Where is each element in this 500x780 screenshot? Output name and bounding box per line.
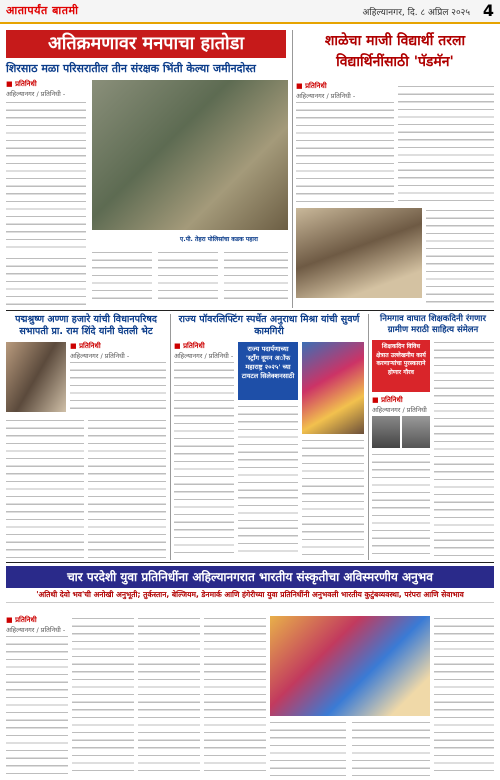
story2-column-1 <box>296 100 394 205</box>
story1-column-5 <box>6 256 86 306</box>
row-divider-2 <box>6 562 494 563</box>
story6-column-3 <box>138 616 200 776</box>
story3-byline: ■ प्रतिनिधी <box>70 342 166 351</box>
story3-column-2 <box>6 418 84 558</box>
story4-byline: ■ प्रतिनिधी <box>174 342 234 351</box>
story5-inset <box>372 340 430 392</box>
row-divider-1 <box>6 310 494 311</box>
story5-inset-text: शिक्षकदिन विविध क्षेत्रात उल्लेखनीय कार्य करणाऱ्यांचा पुरस्काराने होणार गौरव <box>376 343 426 376</box>
story6-subhead: 'अतिथी देवो भव'ची अनोखी अनुभूती; तुर्कस्तान, बेल्जियम, डेनमार्क आणि हंगेरीच्या युवा प्रतिनिधींनी अनुभवली भारतीय कुटुंबव्यवस्था, परंपरा आणि सेवाभाव <box>6 590 494 603</box>
story1-subhead: शिरसाठ मळा परिसरातील तीन संरक्षक भिंती केल्या जमीनदोस्त <box>6 62 256 75</box>
story5-portrait-1 <box>372 416 400 448</box>
column-divider <box>292 30 293 308</box>
story5-place: अहिल्यानगर / प्रतिनिधी <box>372 406 427 414</box>
story2-headline-line2: विद्यार्थिनींसाठी 'पॅडमॅन' <box>336 54 454 70</box>
story6-byline-block <box>6 616 68 636</box>
story1-photo <box>92 80 288 230</box>
story3-column-1 <box>70 360 166 412</box>
story2-byline-block <box>296 82 394 102</box>
story4-column-2 <box>238 404 298 558</box>
story5-portrait-2 <box>402 416 430 448</box>
newspaper-brand: आतापर्यंत बातमी <box>6 4 79 17</box>
story4-inset <box>238 342 298 400</box>
issue-date: अहिल्यानगर, दि. ८ अप्रिल २०२५ <box>362 8 470 18</box>
story1-place: अहिल्यानगर / प्रतिनिधी - <box>6 90 66 98</box>
page-number: 4 <box>482 1 494 20</box>
story6-column-5 <box>270 720 346 776</box>
story6-place: अहिल्यानगर / प्रतिनिधी - <box>6 626 66 634</box>
story4-column-1 <box>174 360 234 558</box>
story6-column-2 <box>72 616 134 776</box>
story2-photo <box>296 208 422 298</box>
story4-column-3 <box>302 438 364 558</box>
story1-byline-block <box>6 80 86 100</box>
story4-inset-text: राज्य पदार्पणाच्या 'स्ट्रॉंग वूमन अॉफ महाराष्ट्र २०२५' च्या टायटल सिलेक्शनसाठी <box>241 345 295 380</box>
story3-photo <box>6 342 66 412</box>
story5-byline: ■ प्रतिनिधी <box>372 396 430 405</box>
story3-column-3 <box>88 418 166 558</box>
story2-place: अहिल्यानगर / प्रतिनिधी - <box>296 92 356 100</box>
story6-column-4 <box>204 616 266 776</box>
story6-photo <box>270 616 430 716</box>
story6-column-6 <box>352 720 430 776</box>
story6-headline: चार परदेशी युवा प्रतिनिधींना अहिल्यानगरात भारतीय संस्कृतीचा अविस्मरणीय अनुभव <box>6 566 494 588</box>
story4-photo <box>302 342 364 434</box>
column-divider <box>368 314 369 560</box>
story6-byline: ■ प्रतिनिधी <box>6 616 68 625</box>
story5-column-1 <box>434 340 494 558</box>
story3-headline: पद्मश्रुष्ण अण्णा हजारे यांची विधानपरिषद सभापती प्रा. राम शिंदे यांनी घेतली भेट <box>15 314 157 337</box>
story4-byline-block <box>174 342 234 362</box>
story3-place: अहिल्यानगर / प्रतिनिधी - <box>70 352 130 360</box>
story4-headline: राज्य पॉवरलिफ्टिंग स्पर्धेत अनुराधा मिश्रा यांची सुवर्ण कामगिरी <box>178 314 360 337</box>
story1-headline: अतिक्रमणावर मनपाचा हातोडा <box>6 30 286 58</box>
story3-byline-block <box>70 342 166 362</box>
column-divider <box>170 314 171 560</box>
story4-place: अहिल्यानगर / प्रतिनिधी - <box>174 352 234 360</box>
story2-byline: ■ प्रतिनिधी <box>296 82 394 91</box>
story6-column-1 <box>6 634 68 776</box>
story1-column-1 <box>6 100 86 250</box>
story5-headline: निमगाव वाघात शिक्षकदिनी रंगणार ग्रामीण मराठी साहित्य संमेलन <box>380 314 486 335</box>
story5-column-2 <box>372 452 430 558</box>
story1-column-2 <box>92 250 152 305</box>
story6-column-7 <box>434 616 494 776</box>
story2-headline-line1: शाळेचा माजी विद्यार्थी तरला <box>324 33 466 49</box>
story2-column-3 <box>426 208 494 306</box>
story2-headline <box>296 30 494 80</box>
story1-column-4 <box>224 250 288 305</box>
story1-byline: ■ प्रतिनिधी <box>6 80 86 89</box>
story2-column-2 <box>398 84 494 204</box>
story1-column-3 <box>158 250 218 305</box>
story1-photo-caption: ए.पी. तेहरा पोलिसांचा कडक पहारा <box>180 236 258 243</box>
